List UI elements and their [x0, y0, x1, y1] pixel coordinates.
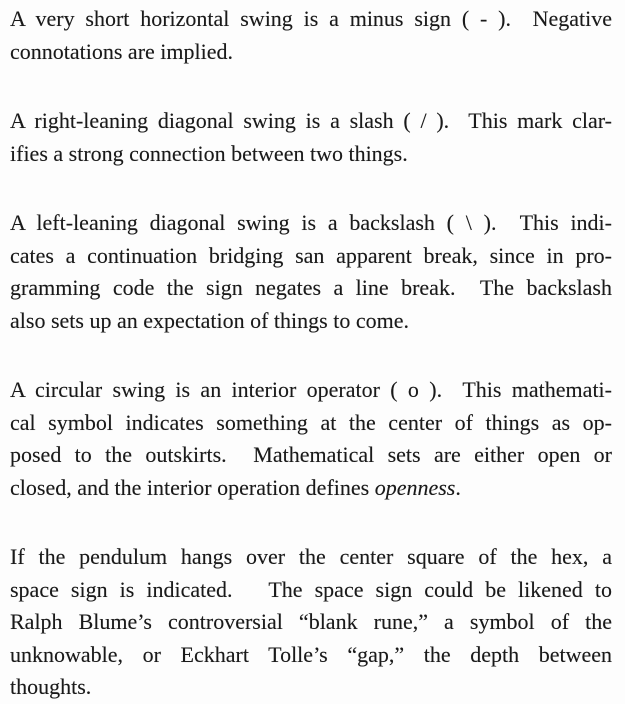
text-line: cal symbol indicates something at the center of things as op- [10, 409, 612, 435]
italic-word-openness: openness [374, 474, 456, 500]
text-line: A left-leaning diagonal swing is a backslash ( \ ). This indi- [10, 210, 612, 235]
text-line: ifies a strong connection between two things. [10, 140, 408, 166]
text-line: thoughts. [10, 674, 92, 699]
text-line: gramming code the sign negates a line break. The backslash [10, 275, 612, 300]
text-line: also sets up an expectation of things to come. [10, 307, 409, 333]
text-line: unknowable, or Eckhart Tolle’s “gap,” the depth between [10, 641, 612, 667]
paragraph-space-sign [10, 541, 612, 704]
text-segment: closed, and the interior operation defines [10, 474, 375, 500]
text-line: A very short horizontal swing is a minus sign ( - ). Negative [10, 6, 612, 31]
text-line: space sign is indicated. The space sign could be likened to [10, 576, 612, 602]
text-line: cates a continuation bridging san apparent break, since in pro- [10, 242, 612, 268]
text-line: Ralph Blume’s controversial “blank rune,” a symbol of the [10, 609, 612, 634]
text-line: posed to the outskirts. Mathematical sets are either open or [10, 442, 612, 467]
paragraph-interior-operator [10, 374, 612, 504]
text-line: If the pendulum hangs over the center square of the hex, a [10, 544, 612, 569]
text-line: connotations are implied. [10, 38, 233, 64]
text-segment: . [455, 474, 461, 500]
paragraph-slash [10, 105, 612, 170]
text-line: A right-leaning diagonal swing is a slash ( / ). This mark clar- [10, 108, 612, 133]
paragraph-backslash [10, 207, 612, 337]
text-line: A circular swing is an interior operator ( o ). This mathemati- [10, 377, 612, 402]
paragraph-minus-sign [10, 3, 612, 68]
text-line [10, 472, 612, 505]
